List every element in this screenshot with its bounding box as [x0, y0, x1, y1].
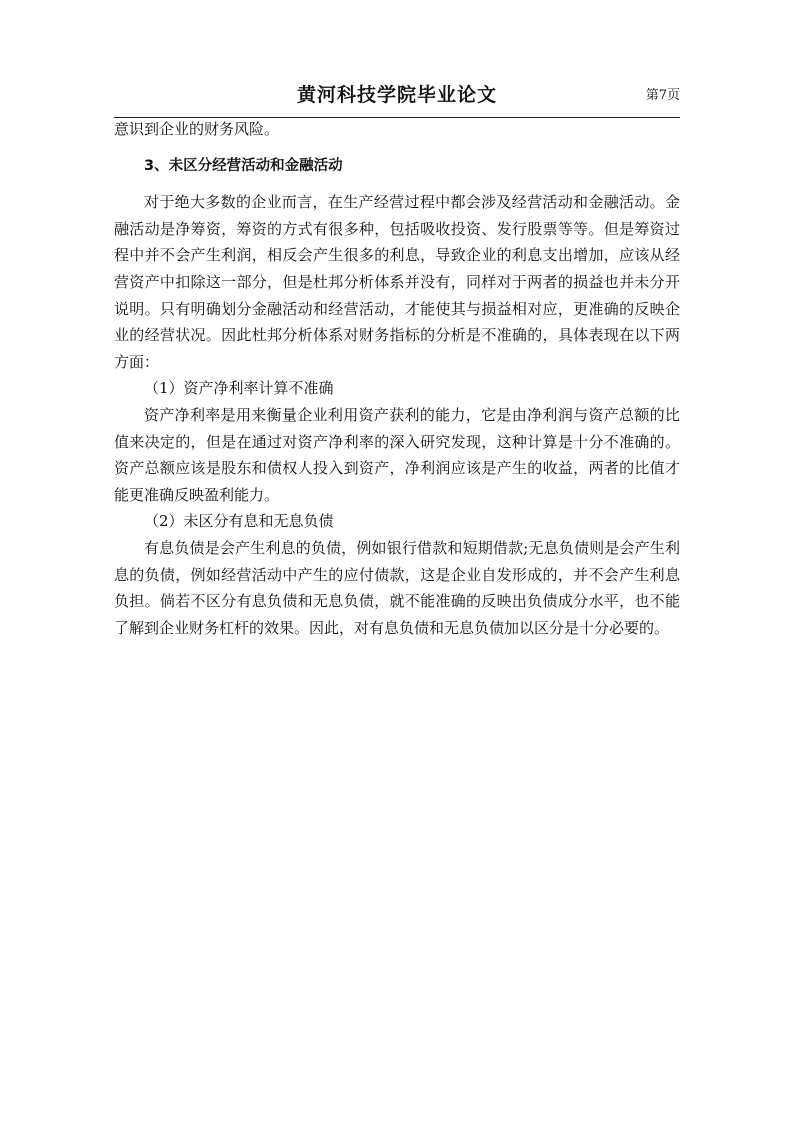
paragraph: 有息负债是会产生利息的负债，例如银行借款和短期借款;无息负债则是会产生利息的负债，例如经营活动中产生的应付债款，这是企业自发形成的，并不会产生利息负担。倘若不区分有息负债和无息负债，就不能准确的反映出负债成分水平，也不能了解到企业财务杠杆的效果。因此，对有息负债和无息负债加以区分是十分必要的。 — [114, 538, 680, 637]
spacer — [114, 143, 680, 153]
paragraph: 对于绝大多数的企业而言，在生产经营过程中都会涉及经营活动和金融活动。金融活动是净筹资，筹资的方式有很多种，包括吸收投资、发行股票等等。但是筹资过程中并不会产生利润，相反会产生很多的利息，导致企业的利息支出增加，应该从经营资产中扣除这一部分，但是杜邦分析体系并没有，同样对于两者的损益也并未分开说明。只有明确划分金融活动和经营活动，才能使其与损益相对应，更准确的反映企业的经营状况。因此杜邦分析体系对财务指标的分析是不准确的，具体表现在以下两方面： — [114, 193, 680, 371]
subsection-heading: （2）未区分有息和无息负债 — [144, 512, 334, 531]
section-heading: 3、未区分经营活动和金融活动 — [144, 157, 343, 174]
page-number: 第7页 — [645, 88, 680, 103]
body-text — [114, 116, 680, 641]
spacer — [114, 179, 680, 189]
paragraph: 资产净利率是用来衡量企业利用资产获利的能力，它是由净利润与资产总额的比值来决定的，但是在通过对资产净利率的深入研究发现，这种计算是十分不准确的。资产总额应该是股东和债权人投入到资产，净利润应该是产生的收益，两者的比值才能更准确反映盈利能力。 — [114, 405, 680, 504]
subsection-heading: （1）资产净利率计算不准确 — [144, 379, 334, 398]
header-title: 黄河科技学院毕业论文 — [296, 84, 497, 106]
continuation-text: 意识到企业的财务风险。 — [114, 120, 280, 138]
page-header — [114, 78, 680, 118]
